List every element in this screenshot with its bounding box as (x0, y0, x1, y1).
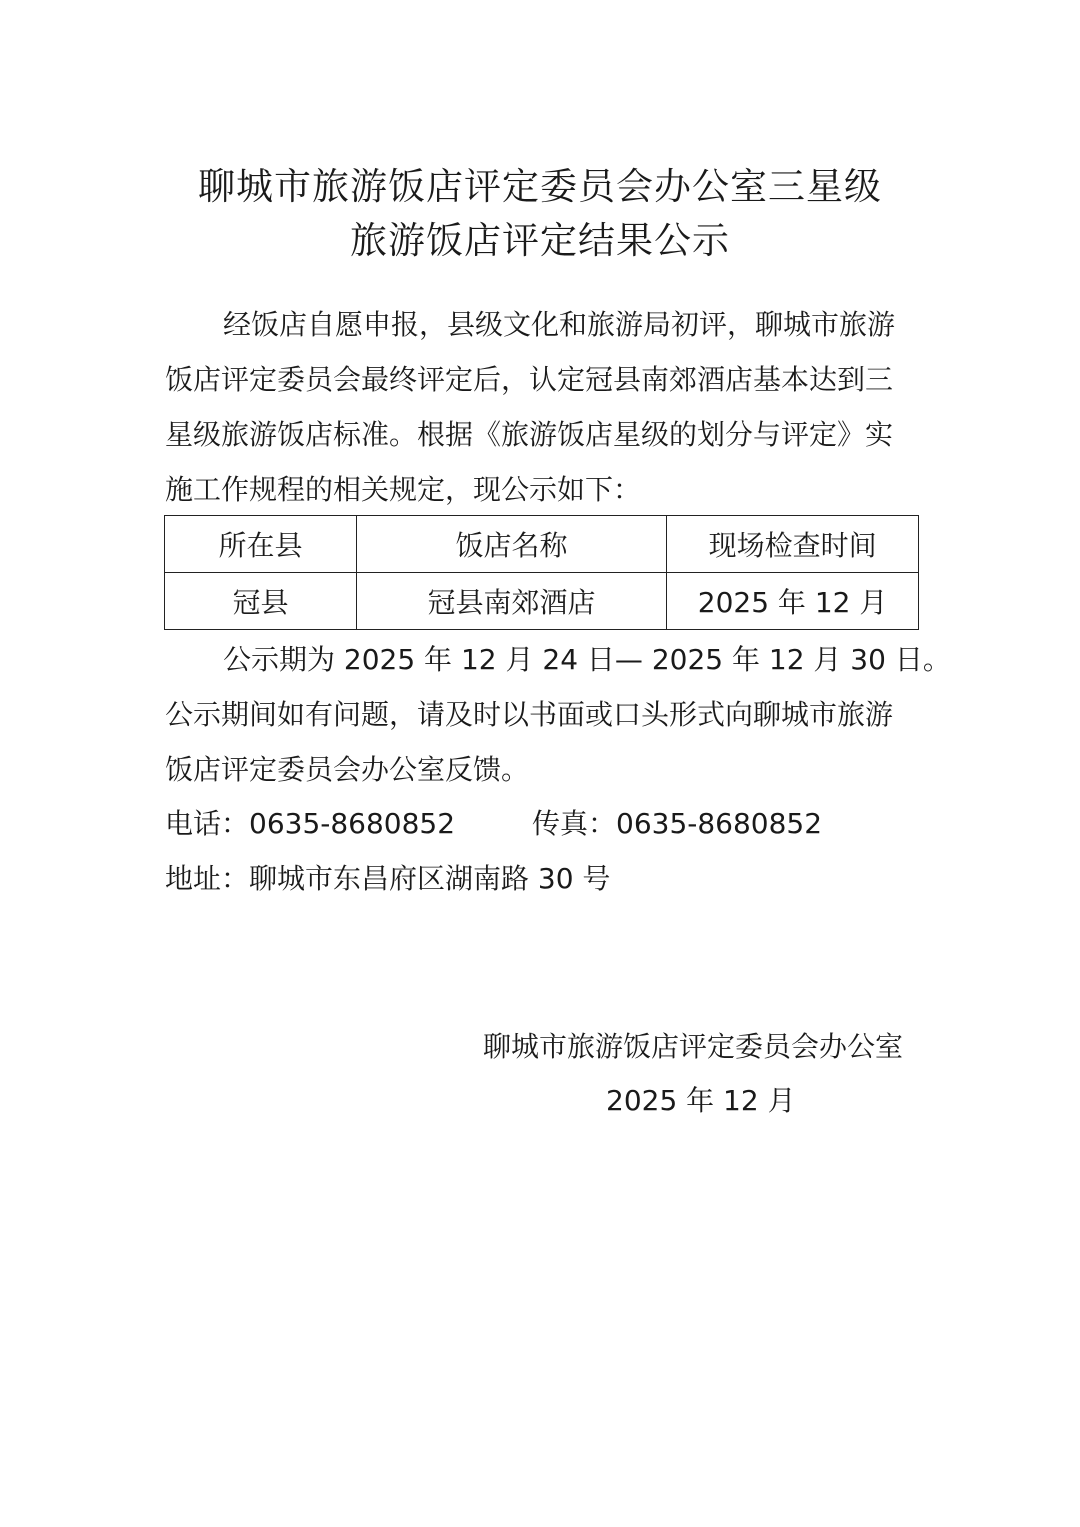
intro-paragraph (165, 297, 925, 517)
paragraph-line: 饭店评定委员会办公室反馈。 (165, 753, 530, 786)
paragraph-line: 经饭店自愿申报，县级文化和旅游局初评，聊城市旅游 (223, 308, 896, 341)
signature-organization: 聊城市旅游饭店评定委员会办公室 (483, 1030, 904, 1063)
table-cell-inspection-time: 2025 年 12 月 (667, 573, 919, 630)
table-header-county: 所在县 (165, 516, 357, 573)
document-title-line-1: 聊城市旅游饭店评定委员会办公室三星级 (198, 165, 882, 208)
table-header-inspection-time: 现场检查时间 (667, 516, 919, 573)
paragraph-line: 饭店评定委员会最终评定后，认定冠县南郊酒店基本达到三 (165, 363, 894, 396)
paragraph-line: 公示期为 2025 年 12 月 24 日— 2025 年 12 月 30 日。 (223, 643, 951, 676)
table-header-row (165, 516, 919, 573)
table-header-hotel-name: 饭店名称 (356, 516, 666, 573)
paragraph-line: 施工作规程的相关规定，现公示如下： (165, 473, 642, 506)
address-line: 地址：聊城市东昌府区湖南路 30 号 (165, 862, 611, 895)
table-cell-county: 冠县 (165, 573, 357, 630)
result-table (164, 515, 919, 630)
document-title-line-2: 旅游饭店评定结果公示 (350, 219, 730, 262)
table-cell-hotel-name: 冠县南郊酒店 (356, 573, 666, 630)
signature-date: 2025 年 12 月 (606, 1084, 796, 1117)
telephone-line: 电话：0635-8680852 (165, 807, 456, 840)
publicity-paragraph (165, 632, 951, 797)
table-row (165, 573, 919, 630)
paragraph-line: 星级旅游饭店标准。根据《旅游饭店星级的划分与评定》实 (165, 418, 894, 451)
fax-line: 传真：0635-8680852 (532, 807, 823, 840)
paragraph-line: 公示期间如有问题，请及时以书面或口头形式向聊城市旅游 (165, 698, 894, 731)
